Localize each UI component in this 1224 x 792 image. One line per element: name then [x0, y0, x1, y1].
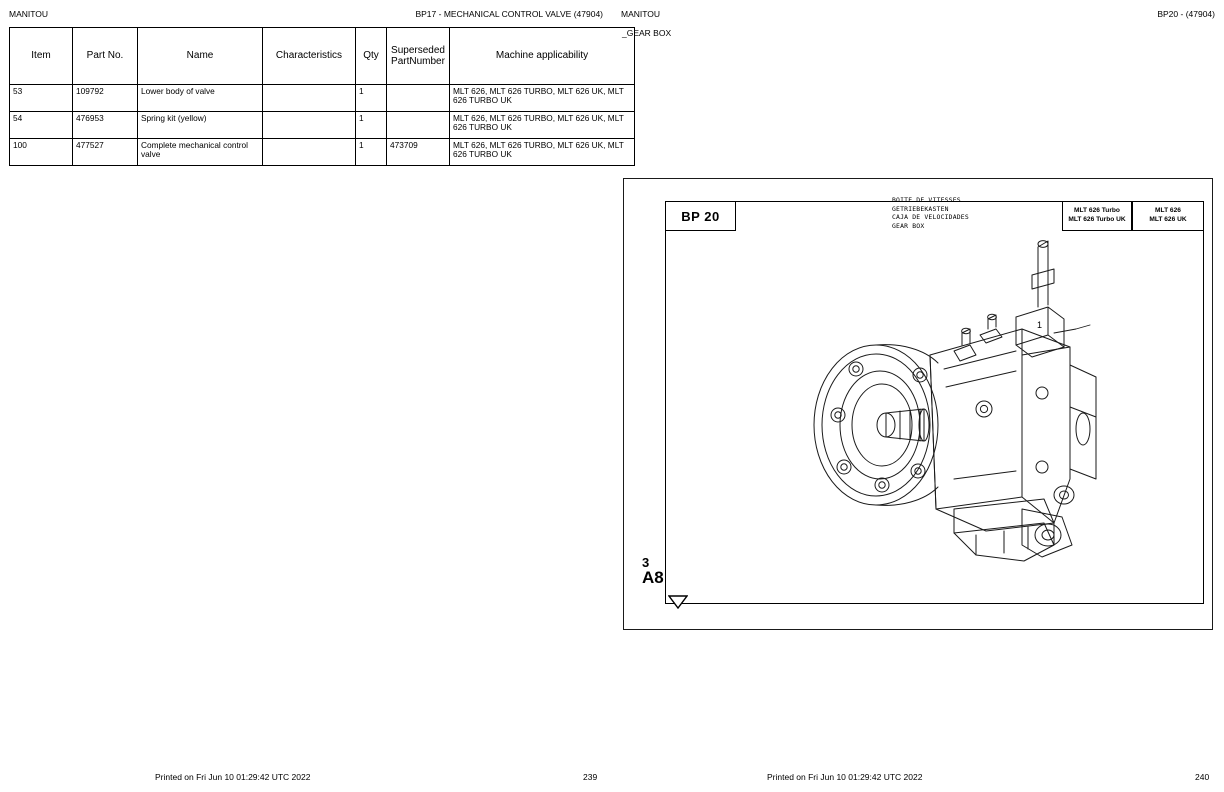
- diamond-marker-icon: [668, 595, 688, 609]
- cell-part-no: 109792: [73, 85, 138, 112]
- document-page-right: [612, 0, 1224, 792]
- section-label: _GEAR BOX: [622, 28, 672, 38]
- document-title: BP20 - (47904): [1157, 9, 1215, 19]
- cell-name: Spring kit (yellow): [138, 112, 263, 139]
- page-footer-left: [0, 772, 612, 784]
- title-line-es: CAJA DE VELOCIDADES: [892, 213, 969, 222]
- column-header-machine-applicability: Machine applicability: [450, 28, 635, 85]
- cell-machine: MLT 626, MLT 626 TURBO, MLT 626 UK, MLT 626 TURBO UK: [450, 112, 635, 139]
- title-line-en: GEAR BOX: [892, 221, 925, 230]
- cell-superseded: [387, 112, 450, 139]
- plate-code-label: BP 20: [681, 208, 720, 224]
- cell-item: 54: [10, 112, 73, 139]
- column-header-characteristics: Characteristics: [263, 28, 356, 85]
- printed-timestamp: Printed on Fri Jun 10 01:29:42 UTC 2022: [155, 772, 311, 782]
- cell-qty: 1: [356, 112, 387, 139]
- table-row: [10, 85, 635, 112]
- cell-characteristics: [263, 112, 356, 139]
- document-title: BP17 - MECHANICAL CONTROL VALVE (47904): [415, 9, 603, 19]
- cell-part-no: 477527: [73, 139, 138, 166]
- cell-characteristics: [263, 85, 356, 112]
- table-header-row: [10, 28, 635, 85]
- column-header-part-no: Part No.: [73, 28, 138, 85]
- cell-machine: MLT 626, MLT 626 TURBO, MLT 626 UK, MLT 626 TURBO UK: [450, 139, 635, 166]
- brand-label: MANITOU: [621, 9, 661, 19]
- gearbox-technical-drawing: [624, 179, 1214, 631]
- model-line-2: MLT 626 Turbo UK: [1068, 216, 1126, 223]
- title-line-fr: BOITE DE VITESSES: [892, 196, 961, 204]
- column-header-superseded-part-number: Superseded PartNumber: [387, 28, 450, 85]
- cell-superseded: 473709: [387, 139, 450, 166]
- printed-timestamp: Printed on Fri Jun 10 01:29:42 UTC 2022: [767, 772, 923, 782]
- column-header-name: Name: [138, 28, 263, 85]
- column-header-item: Item: [10, 28, 73, 85]
- cell-part-no: 476953: [73, 112, 138, 139]
- cell-item: 100: [10, 139, 73, 166]
- table-row: [10, 112, 635, 139]
- page-footer-right: [612, 772, 1224, 784]
- model-line-1: MLT 626: [1155, 207, 1181, 215]
- cell-superseded: [387, 85, 450, 112]
- title-line-de: GETRIEBEKASTEN: [892, 204, 949, 213]
- cell-characteristics: [263, 139, 356, 166]
- cell-machine: MLT 626, MLT 626 TURBO, MLT 626 UK, MLT 626 TURBO UK: [450, 85, 635, 112]
- model-line-1: MLT 626 Turbo: [1074, 207, 1120, 215]
- table-row: [10, 139, 635, 166]
- brand-label: MANITOU: [9, 9, 49, 19]
- model-line-2: MLT 626 UK: [1149, 216, 1187, 223]
- cell-name: Complete mechanical control valve: [138, 139, 263, 166]
- callout-label-1: 1: [1037, 320, 1043, 330]
- parts-table: [9, 27, 635, 166]
- page-number: 239: [583, 772, 598, 782]
- illustration-index: [642, 556, 664, 587]
- page-header-left: [0, 9, 612, 23]
- column-header-qty: Qty: [356, 28, 387, 85]
- index-code: A8: [642, 568, 664, 588]
- cell-item: 53: [10, 85, 73, 112]
- cell-qty: 1: [356, 85, 387, 112]
- index-number: 3: [642, 554, 650, 570]
- cell-qty: 1: [356, 139, 387, 166]
- cell-name: Lower body of valve: [138, 85, 263, 112]
- page-number: 240: [1195, 772, 1210, 782]
- illustration-frame: [623, 178, 1213, 630]
- page-header-right: [612, 9, 1224, 23]
